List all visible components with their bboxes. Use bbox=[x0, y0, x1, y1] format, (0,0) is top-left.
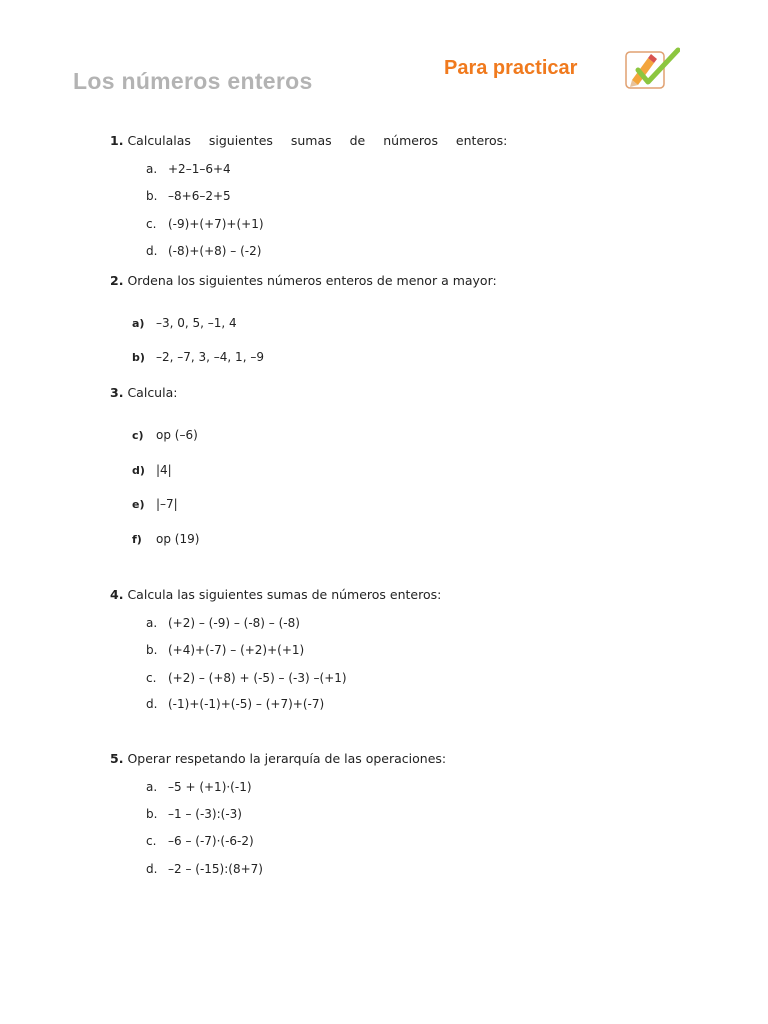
list-item: a. +2–1–6+4 bbox=[146, 162, 231, 176]
list-item: b. –8+6–2+5 bbox=[146, 189, 231, 203]
list-item: c) op (–6) bbox=[132, 428, 198, 442]
question-1 bbox=[110, 133, 507, 148]
list-item: d. –2 – (-15):(8+7) bbox=[146, 862, 263, 876]
list-item: a. (+2) – (-9) – (-8) – (-8) bbox=[146, 616, 300, 630]
list-item: d. (-1)+(-1)+(-5) – (+7)+(-7) bbox=[146, 697, 325, 711]
question-4 bbox=[110, 587, 441, 602]
list-item: b. –1 – (-3):(-3) bbox=[146, 807, 242, 821]
list-item: c. (+2) – (+8) + (-5) – (-3) –(+1) bbox=[146, 671, 347, 685]
question-3 bbox=[110, 385, 177, 400]
question-number: 5. bbox=[110, 751, 124, 766]
list-item: c. (-9)+(+7)+(+1) bbox=[146, 217, 264, 231]
question-5 bbox=[110, 751, 446, 766]
question-text: Calculalas siguientes sumas de números enteros: bbox=[127, 133, 508, 148]
question-text: Calcula: bbox=[127, 385, 178, 400]
practice-label: Para practicar bbox=[444, 57, 578, 79]
list-item: d. (-8)+(+8) – (-2) bbox=[146, 244, 262, 258]
list-item: a. –5 + (+1)·(-1) bbox=[146, 780, 252, 794]
question-number: 2. bbox=[110, 273, 124, 288]
list-item: a) –3, 0, 5, –1, 4 bbox=[132, 316, 237, 330]
question-number: 4. bbox=[110, 587, 124, 602]
question-number: 3. bbox=[110, 385, 124, 400]
question-text: Operar respetando la jerarquía de las operaciones: bbox=[127, 751, 447, 766]
question-text: Ordena los siguientes números enteros de menor a mayor: bbox=[127, 273, 497, 288]
pencil-check-icon bbox=[618, 44, 680, 92]
list-item: d) |4| bbox=[132, 463, 172, 477]
list-item: c. –6 – (-7)·(-6-2) bbox=[146, 834, 254, 848]
list-item: f) op (19) bbox=[132, 532, 200, 546]
page-title: Los números enteros bbox=[73, 68, 313, 94]
question-text: Calcula las siguientes sumas de números enteros: bbox=[127, 587, 442, 602]
question-number: 1. bbox=[110, 133, 124, 148]
list-item: b. (+4)+(-7) – (+2)+(+1) bbox=[146, 643, 305, 657]
list-item: e) |–7| bbox=[132, 497, 178, 511]
question-2 bbox=[110, 273, 497, 288]
list-item: b) –2, –7, 3, –4, 1, –9 bbox=[132, 350, 264, 364]
